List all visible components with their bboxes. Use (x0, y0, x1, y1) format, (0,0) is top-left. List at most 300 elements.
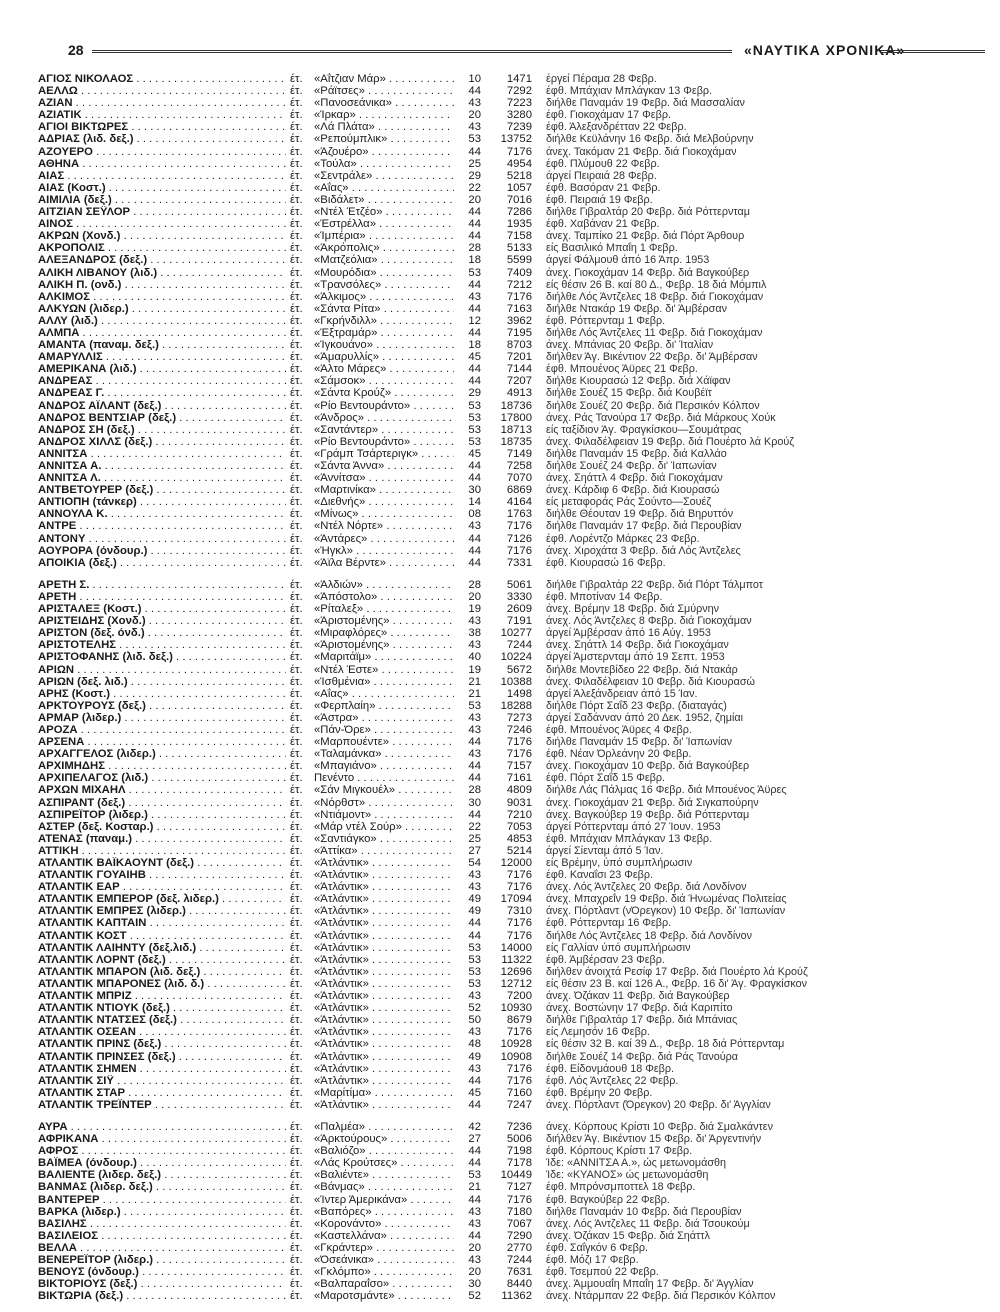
ship-row (0, 881, 1000, 893)
position-note: έφθ. Λός Άντζελες 22 Φεβρ. (546, 1074, 679, 1087)
ship-row (0, 1002, 1000, 1014)
ship-name: ΑΝΝΙΤΣΑ Λ. . . . (38, 472, 286, 484)
ship-row (0, 797, 1000, 809)
ship-name: ΒΑΛΙΕΝΤΕ (λιδερ. δεξ.) . . . (38, 1169, 286, 1181)
former-name: «Πάν-Όρε» . . . (314, 724, 454, 736)
ship-code: 20 (468, 109, 481, 122)
ship-name: ΑΤΛΑΝΤΙΚ ΕΑΡ . . . (38, 881, 286, 893)
ship-row (0, 639, 1000, 651)
former-name: «Άννίτσα» . . . (314, 472, 454, 484)
tonnage: 1057 (506, 181, 532, 194)
ship-type: έτ. (290, 808, 303, 821)
ship-type: έτ. (290, 1169, 303, 1182)
position-note: έφθ. Ρόττερνταμ 1 Φεβρ. (546, 314, 666, 327)
ship-name: ΒΑΝΤΕΡΕΡ . . . (38, 1194, 286, 1206)
ship-row (0, 1145, 1000, 1157)
ship-row (0, 821, 1000, 833)
position-note: άνεχ. Πόρτλαντ (Όρεγκον) 20 Φεβρ. δι' Άγγλίαν (546, 1098, 771, 1111)
ship-row (0, 845, 1000, 857)
ship-row (0, 1051, 1000, 1063)
ship-type: έτ. (290, 326, 303, 339)
tonnage: 7180 (506, 1205, 532, 1218)
tonnage: 7176 (506, 1026, 532, 1039)
ship-type: έτ. (290, 1217, 303, 1230)
ship-type: έτ. (290, 917, 303, 930)
ship-row (0, 412, 1000, 424)
tonnage: 8440 (506, 1278, 532, 1291)
header-rule-left (92, 50, 732, 53)
ship-code: 18 (468, 339, 481, 352)
ship-row (0, 533, 1000, 545)
ship-name: ΑΓΙΟΣ ΝΙΚΟΛΑΟΣ . . . (38, 73, 286, 85)
ship-row (0, 1290, 1000, 1302)
ship-type: έτ. (290, 363, 303, 376)
position-note: έφθ. Ρόττερνταμ 16 Φεβρ. (546, 917, 672, 930)
former-name: «Μιραφλόρες» . . . (314, 627, 454, 639)
tonnage: 10224 (500, 651, 532, 664)
ship-name: ΒΕΛΛΑ . . . (38, 1242, 286, 1254)
former-name: «Άτλάντικ» . . . (314, 1014, 454, 1026)
ship-row (0, 1181, 1000, 1193)
ship-name: ΑΤΛΑΝΤΙΚ ΜΠΑΡΟΝ (λιδ. δεξ.) . . . (38, 966, 286, 978)
ship-code: 28 (468, 242, 481, 255)
ship-type: έτ. (290, 796, 303, 809)
former-name: «Άτλάντικ» . . . (314, 1002, 454, 1014)
position-note: διήλθεν Άγ. Βικέντιον 22 Φεβρ. δι' Άμβέρσαν (546, 351, 758, 364)
position-note: διήλθε Σουέζ 15 Φεβρ. διά Κουβέϊτ (546, 387, 712, 400)
ship-type: έτ. (290, 266, 303, 279)
ship-row (0, 351, 1000, 363)
ship-name: ΑΡΟΖΑ . . . (38, 724, 286, 736)
former-name: «Σάντα Άννα» . . . (314, 460, 454, 472)
ship-name: ΑΠΟΙΚΙΑ (δεξ.) . . . (38, 557, 286, 569)
ship-type: έτ. (290, 109, 303, 122)
ship-type: έτ. (290, 399, 303, 412)
tonnage: 7195 (506, 326, 532, 339)
position-note: έφθ. Μπάχιαν Μπλάγκαν 13 Φεβρ. (546, 832, 713, 845)
tonnage: 7161 (506, 772, 532, 785)
position-note: άνεχ. Φιλαδέλφειαν 19 Φεβρ. διά Πουέρτο λά Κρούζ (546, 435, 795, 448)
ship-row (0, 627, 1000, 639)
ship-row (0, 1230, 1000, 1242)
ship-row (0, 724, 1000, 736)
position-note: είς θέσιν 32 Β. καί 39 Δ., Φεβρ. 18 διά Ρόττερνταμ (546, 1038, 785, 1051)
ship-code: 44 (468, 460, 481, 472)
former-name: «Ρίο Βεντουράντο» . . . (314, 400, 454, 412)
former-name: «Έξτραμάρ» . . . (314, 327, 454, 339)
tonnage: 7244 (506, 639, 532, 652)
ship-row (0, 472, 1000, 484)
ship-code: 44 (468, 544, 481, 557)
ship-name: ΒΙΚΤΩΡΙΑ (δεξ.) . . . (38, 1290, 286, 1302)
former-name: «Άντάρες» . . . (314, 533, 454, 545)
ship-register (0, 73, 1000, 1312)
ship-name: ΑΛΛΥ (λιδ.) . . . (38, 315, 286, 327)
ship-code: 54 (468, 857, 481, 869)
former-name: «Βιδάλετ» . . . (314, 194, 454, 206)
position-note: διήλθε Σουέζ 24 Φεβρ. δι' Ίαπωνίαν (546, 460, 717, 472)
magazine-title: «ΝΑΥΤΙΚΑ ΧΡΟΝΙΚΑ» (744, 42, 906, 58)
former-name: «Μαρίτίμα» . . . (314, 1087, 454, 1099)
former-name: «Όσεάνικα» . . . (314, 1254, 454, 1266)
ship-code: 53 (468, 411, 481, 424)
ship-row (0, 291, 1000, 303)
ship-code: 42 (468, 1120, 481, 1133)
position-note: άνεχ. Όζάκαν 11 Φεβρ. διά Βαγκούβερ (546, 990, 730, 1003)
tonnage: 7176 (506, 748, 532, 761)
former-name: «Άτλάντικ» . . . (314, 1026, 454, 1038)
former-name: «Άρκτούρους» . . . (314, 1133, 454, 1145)
ship-type: έτ. (290, 615, 303, 628)
ship-type: έτ. (290, 411, 303, 424)
ship-row (0, 508, 1000, 520)
former-name: «Σάμσοκ» . . . (314, 375, 454, 387)
tonnage: 7290 (506, 1229, 532, 1242)
former-name: «Αΐας» . . . (314, 182, 454, 194)
ship-name: ΑΡΗΣ (Κοστ.) . . . (38, 688, 286, 700)
tonnage: 7409 (506, 266, 532, 279)
ship-row (0, 424, 1000, 436)
tonnage: 7246 (506, 723, 532, 736)
ship-type: έτ. (290, 881, 303, 894)
header-rule-right (880, 50, 985, 53)
ship-name: ΒΑΡΚΑ (λιδερ.) . . . (38, 1206, 286, 1218)
tonnage: 14000 (500, 941, 532, 954)
former-name: «Άϊλα Βέρντε» . . . (314, 557, 454, 569)
position-note: έφθ. Βαγκούβερ 22 Φεβρ. (546, 1193, 670, 1206)
tonnage: 7247 (506, 1098, 532, 1111)
tonnage: 18735 (500, 435, 532, 448)
former-name: «Γκλόμπο» . . . (314, 1266, 454, 1278)
ship-name: ΑΤΛΑΝΤΙΚ ΚΟΣΤ . . . (38, 930, 286, 942)
ship-row (0, 158, 1000, 170)
ship-code: 21 (468, 1181, 481, 1194)
ship-code: 44 (468, 929, 481, 942)
former-name: «Ρεπούμπλικ» . . . (314, 133, 454, 145)
ship-row (0, 520, 1000, 532)
ship-name: ΑΣΤΕΡ (δεξ. Κοσταρ.) . . . (38, 821, 286, 833)
ship-row (0, 905, 1000, 917)
ship-code: 53 (468, 699, 481, 712)
ship-code: 44 (468, 145, 481, 158)
position-note: άνεχ. Μπαχρεΐν 19 Φεβρ. διά Ήνωμένας Πολιτείας (546, 893, 787, 906)
position-note: άνεχ. Βαγκούβερ 19 Φεβρ. διά Ρόττερνταμ (546, 808, 750, 821)
tonnage: 7157 (506, 760, 532, 773)
ship-code: 44 (468, 85, 481, 98)
ship-type: έτ. (290, 1026, 303, 1039)
ship-code: 28 (468, 578, 481, 591)
former-name: «Παλμέα» . . . (314, 1121, 454, 1133)
ship-name: ΑΤΕΝΑΣ (παναμ.) . . . (38, 833, 286, 845)
ship-name: ΑΤΛΑΝΤΙΚ ΕΜΠΕΡΟΡ (δεξ. λιδερ.) . . . (38, 893, 286, 905)
ship-row (0, 230, 1000, 242)
ship-code: 43 (468, 881, 481, 894)
position-note: έφθ. Μπάχιαν Μπλάγκαν 13 Φεβρ. (546, 85, 713, 98)
ship-row (0, 784, 1000, 796)
ship-name: ΑΘΗΝΑ . . . (38, 158, 286, 170)
tonnage: 7176 (506, 1062, 532, 1075)
ship-name: ΑΝΔΡΟΣ ΧΙΛΛΣ (δεξ.) . . . (38, 436, 286, 448)
ship-type: έτ. (290, 484, 303, 497)
ship-name: ΑΤΤΙΚΗ . . . (38, 845, 286, 857)
ship-row (0, 712, 1000, 724)
ship-code: 30 (468, 796, 481, 809)
tonnage: 1498 (506, 687, 532, 700)
ship-name: ΑΤΛΑΝΤΙΚ ΤΡΕΪΝΤΕΡ . . . (38, 1099, 286, 1111)
tonnage: 7160 (506, 1086, 532, 1099)
position-note: έφθ. Πλύμουθ 22 Φεβρ. (546, 157, 660, 170)
position-note: έφθ. Πόρτ Σαΐδ 15 Φεβρ. (546, 772, 665, 785)
position-note: διήλθε Γιβραλτάρ 22 Φεβρ. διά Πόρτ Τάλμποτ (546, 578, 763, 591)
ship-name: ΒΑΣΙΛΗΣ . . . (38, 1218, 286, 1230)
former-name: «Μαρπουέντε» . . . (314, 736, 454, 748)
position-note: άνεχ. Σηάττλ 4 Φεβρ. διά Γιοκοχάμαν (546, 472, 723, 485)
ship-type: έτ. (290, 857, 303, 869)
ship-code: 44 (468, 230, 481, 243)
former-name: «Γράμπ Τσάρτεριγκ» . . . (314, 448, 454, 460)
ship-type: έτ. (290, 1062, 303, 1075)
ship-name: ΑΤΛΑΝΤΙΚ ΛΑΙΗΝΤΥ (δεξ.λιδ.) . . . (38, 942, 286, 954)
ship-code: 44 (468, 363, 481, 376)
ship-row (0, 1133, 1000, 1145)
ship-name: ΒΑΣΙΛΕΙΟΣ . . . (38, 1230, 286, 1242)
ship-row (0, 942, 1000, 954)
ship-name: ΑΡΜΑΡ (λιδερ.) . . . (38, 712, 286, 724)
ship-code: 49 (468, 905, 481, 918)
ship-code: 19 (468, 603, 481, 616)
ship-name: ΑΝΔΡΟΣ ΑΪΛΑΝΤ (δεξ.) . . . (38, 400, 286, 412)
ship-row (0, 206, 1000, 218)
ship-type: έτ. (290, 953, 303, 966)
former-name: «Άριστομένης» . . . (314, 639, 454, 651)
ship-type: έτ. (290, 760, 303, 773)
ship-name: ΑΤΛΑΝΤΙΚ ΜΠΡΙΖ . . . (38, 990, 286, 1002)
former-name: «Μάρ ντέλ Σούρ» . . . (314, 821, 454, 833)
ship-name: ΑΡΙΣΤΑΛΕΞ (Κοστ.) . . . (38, 603, 286, 615)
former-name: «Άλκιμος» . . . (314, 291, 454, 303)
position-note: έφθ. Μποτίναν 14 Φεβρ. (546, 590, 663, 603)
tonnage: 4164 (506, 496, 532, 509)
tonnage: 5006 (506, 1133, 532, 1146)
ship-code: 38 (468, 627, 481, 640)
tonnage: 18713 (500, 423, 532, 436)
ship-type: έτ. (290, 193, 303, 206)
ship-type: έτ. (290, 351, 303, 364)
ship-type: έτ. (290, 121, 303, 134)
ship-code: 43 (468, 121, 481, 134)
ship-row (0, 254, 1000, 266)
ship-type: έτ. (290, 627, 303, 640)
ship-code: 43 (468, 723, 481, 736)
ship-name: ΑΜΑΝΤΑ (παναμ. δεξ.) . . . (38, 339, 286, 351)
ship-row (0, 1254, 1000, 1266)
ship-type: έτ. (290, 1205, 303, 1218)
former-name: «Μαροτσμάντε» . . . (314, 1290, 454, 1302)
tonnage: 8703 (506, 339, 532, 352)
position-note: έφθ. Χαβάναν 21 Φεβρ. (546, 218, 660, 231)
ship-row (0, 1038, 1000, 1050)
position-note: είς θέσιν 23 Β. καί 126 Α., Φεβρ. 16 δι' Άγ. Φραγκίσκον (546, 977, 808, 990)
ship-code: 43 (468, 639, 481, 652)
ship-name: ΑΡΙΣΤΕΙΔΗΣ (Χονδ.) . . . (38, 615, 286, 627)
ship-name: ΑΣΠΙΡΕΪΤΟΡ (λιδερ.) . . . (38, 809, 286, 821)
ship-code: 19 (468, 663, 481, 676)
tonnage: 10449 (500, 1169, 532, 1182)
position-note: έφθ. Κόρπους Κρίστι 17 Φεβρ. (546, 1145, 693, 1158)
former-name: «Άνδρος» . . . (314, 412, 454, 424)
tonnage: 4954 (506, 157, 532, 170)
ship-name: ΑΣΠΙΡΑΝΤ (δεξ.) . . . (38, 797, 286, 809)
position-note: έφθ. Καναΐσι 23 Φεβρ. (546, 869, 654, 882)
tonnage: 7310 (506, 905, 532, 918)
tonnage: 3962 (506, 314, 532, 327)
ship-type: έτ. (290, 181, 303, 194)
ship-row (0, 109, 1000, 121)
position-note: διήλθε Πόρτ Σαΐδ 23 Φεβρ. (διαταγάς) (546, 699, 727, 712)
ship-row (0, 327, 1000, 339)
ship-row (0, 1169, 1000, 1181)
ship-type: έτ. (290, 675, 303, 688)
tonnage: 7273 (506, 711, 532, 724)
ship-row (0, 267, 1000, 279)
ship-row (0, 1194, 1000, 1206)
ship-code: 08 (468, 508, 481, 521)
ship-name: ΑΚΡΩΝ (Χονδ.) . . . (38, 230, 286, 242)
ship-name: ΑΤΛΑΝΤΙΚ ΟΣΕΑΝ . . . (38, 1026, 286, 1038)
position-note: διήλθε Παναμάν 15 Φεβρ. δι' Ίαπωνίαν (546, 736, 732, 749)
tonnage: 5133 (506, 242, 532, 255)
ship-row (0, 1242, 1000, 1254)
position-note: διήλθε Παναμάν 10 Φεβρ. διά Περουβίαν (546, 1205, 742, 1218)
position-note: άνεχ. Λός Άντζελες 20 Φεβρ. διά Λονδίνον (546, 881, 747, 894)
position-note: άνεχ. Χιροχάτα 3 Φεβρ. διά Λός Άντζελες (546, 544, 741, 557)
former-name: «Μπαγιάνο» . . . (314, 760, 454, 772)
ship-name: ΑΝΤΙΟΠΗ (τάνκερ) . . . (38, 496, 286, 508)
former-name: «Άτλάντικ» . . . (314, 1075, 454, 1087)
ship-type: έτ. (290, 556, 303, 569)
ship-code: 44 (468, 278, 481, 291)
former-name: «Σεντράλε» . . . (314, 170, 454, 182)
ship-code: 27 (468, 844, 481, 857)
ship-name: ΑΤΛΑΝΤΙΚ ΣΤΑΡ . . . (38, 1087, 286, 1099)
ship-type: έτ. (290, 278, 303, 291)
former-name: «Ήγκλ» . . . (314, 545, 454, 557)
ship-code: 18 (468, 254, 481, 267)
ship-type: έτ. (290, 723, 303, 736)
tonnage: 7070 (506, 472, 532, 485)
ship-name: ΑΡΙΣΤΟΤΕΛΗΣ . . . (38, 639, 286, 651)
ship-row (0, 339, 1000, 351)
position-note: άνεχ. Βρέμην 18 Φεβρ. διά Σμύρνην (546, 603, 720, 616)
ship-code: 44 (468, 1098, 481, 1111)
ship-type: έτ. (290, 1050, 303, 1063)
tonnage: 7191 (506, 615, 532, 628)
ship-row (0, 579, 1000, 591)
ship-name: ΑΝΤΟΝΥ . . . (38, 533, 286, 545)
ship-type: έτ. (290, 699, 303, 712)
ship-code: 44 (468, 1145, 481, 1158)
former-name: «Ντέλ Νόρτε» . . . (314, 520, 454, 532)
ship-row (0, 387, 1000, 399)
ship-type: έτ. (290, 711, 303, 724)
ship-name: ΑΡΙΩΝ (δεξ. λιδ.) . . . (38, 676, 286, 688)
ship-name: ΑΙΝΟΣ . . . (38, 218, 286, 230)
ship-name: ΒΙΚΤΟΡΙΟΥΣ (δεξ.) . . . (38, 1278, 286, 1290)
ship-type: έτ. (290, 242, 303, 255)
ship-type: έτ. (290, 1157, 303, 1170)
ship-name: ΑΝΔΡΟΣ ΒΕΝΤΣΙΑΡ (δεξ.) . . . (38, 412, 286, 424)
former-name: «Βάνμας» . . . (314, 1181, 454, 1193)
ship-row (0, 833, 1000, 845)
ship-name: ΑΡΙΣΤΟΦΑΝΗΣ (λιδ. δεξ.) . . . (38, 651, 286, 663)
ship-type: έτ. (290, 1266, 303, 1279)
ship-type: έτ. (290, 375, 303, 388)
ship-code: 52 (468, 1002, 481, 1015)
former-name: «Άτλάντικ» . . . (314, 869, 454, 881)
position-note: άργεί Ρόττερνταμ άπό 27 Ίουν. 1953 (546, 820, 721, 833)
tonnage: 9031 (506, 796, 532, 809)
ship-row (0, 303, 1000, 315)
ship-name: ΑΔΡΙΑΣ (λιδ. δεξ.) . . . (38, 133, 286, 145)
ship-type: έτ. (290, 905, 303, 918)
position-note: άνεχ. Γιοκοχάμαν 14 Φεβρ. διά Βαγκούβερ (546, 266, 750, 279)
position-note: έφθ. Βρέμην 20 Φεβρ. (546, 1086, 653, 1099)
ship-code: 48 (468, 1038, 481, 1051)
ship-code: 29 (468, 169, 481, 182)
former-name: «Ίρκαρ» . . . (314, 109, 454, 121)
ship-type: έτ. (290, 423, 303, 436)
tonnage: 7292 (506, 85, 532, 98)
former-name: «Άτλάντικ» . . . (314, 978, 454, 990)
ship-code: 21 (468, 687, 481, 700)
ship-row (0, 603, 1000, 615)
ship-code: 45 (468, 1086, 481, 1099)
former-name: «Ίντερ Άμερικάνα» . . . (314, 1194, 454, 1206)
ship-code: 44 (468, 206, 481, 219)
ship-row (0, 1014, 1000, 1026)
former-name: «Άμαρυλλίς» . . . (314, 351, 454, 363)
ship-type: έτ. (290, 218, 303, 231)
ship-code: 44 (468, 772, 481, 785)
former-name: «Νόρθστ» . . . (314, 797, 454, 809)
tonnage: 4809 (506, 784, 532, 797)
ship-type: έτ. (290, 772, 303, 785)
ship-code: 12 (468, 314, 481, 327)
ship-code: 43 (468, 97, 481, 110)
ship-type: έτ. (290, 990, 303, 1003)
position-note: άνεχ. Λός Άντζελες 11 Φεβρ. διά Τσουκούμ (546, 1217, 750, 1230)
ship-name: ΑΡΧΩΝ ΜΙΧΑΗΛ . . . (38, 784, 286, 796)
former-name: «Άτλάντικ» . . . (314, 1063, 454, 1075)
former-name: «Γκρήνδιλλ» . . . (314, 315, 454, 327)
position-note: είς Βρέμην, ύπό συμπλήρωσιν (546, 857, 693, 869)
tonnage: 1471 (506, 73, 532, 85)
ship-code: 43 (468, 615, 481, 628)
former-name: Πενέντο . . . (314, 772, 454, 784)
tonnage: 7176 (506, 881, 532, 894)
position-note: διήλθε Λός Άντζελες 18 Φεβρ. διά Γιοκοχάμαν (546, 290, 764, 303)
tonnage: 5218 (506, 169, 532, 182)
ship-row (0, 121, 1000, 133)
ship-type: έτ. (290, 508, 303, 521)
ship-row (0, 857, 1000, 869)
position-note: διήλθε Παναμάν 15 Φεβρ. διά Καλλάο (546, 447, 727, 460)
position-note: διήλθε Σουέζ 20 Φεβρ. διά Περσικόν Κόλπον (546, 399, 760, 412)
ship-type: έτ. (290, 169, 303, 182)
ship-name: ΑΤΛΑΝΤΙΚ ΝΤΙΟΥΚ (δεξ.) . . . (38, 1002, 286, 1014)
ship-code: 45 (468, 351, 481, 364)
ship-code: 21 (468, 675, 481, 688)
